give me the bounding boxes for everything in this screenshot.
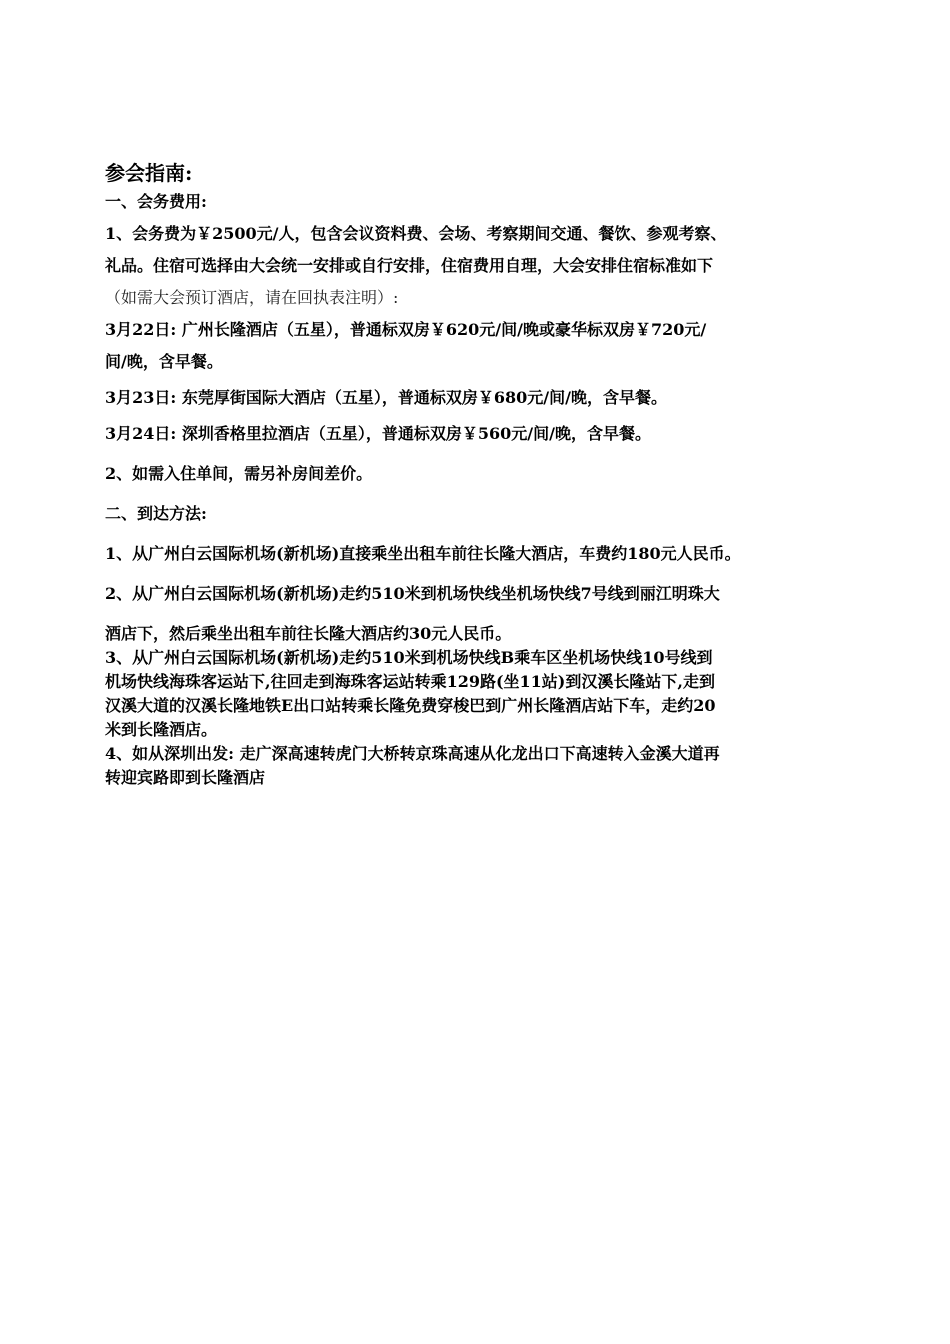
arrival-line-4b: 转迎宾路即到长隆酒店 — [105, 768, 266, 787]
fees-line-mar23: 3月23日: 东莞厚街国际大酒店（五星），普通标双房￥680元/间/晚，含早餐。 — [105, 388, 667, 407]
arrival-line-3c: 汉溪大道的汉溪长隆地铁E出口站转乘长隆免费穿梭巴到广州长隆酒店站下车，走约20 — [105, 696, 716, 715]
arrival-line-1: 1、从广州白云国际机场(新机场)直接乘坐出租车前往长隆大酒店，车费约180元人民币。 — [105, 544, 741, 563]
arrival-line-3a: 3、从广州白云国际机场(新机场)走约510米到机场快线B乘车区坐机场快线10号线到 — [105, 648, 713, 667]
fees-line-mar24: 3月24日: 深圳香格里拉酒店（五星），普通标双房￥560元/间/晚，含早餐。 — [105, 424, 651, 443]
section-heading-arrival: 二、到达方法: — [105, 504, 207, 523]
arrival-line-2a: 2、从广州白云国际机场(新机场)走约510米到机场快线坐机场快线7号线到丽江明珠大 — [105, 584, 720, 603]
fees-line-mar22-a: 3月22日: 广州长隆酒店（五星），普通标双房￥620元/间/晚或豪华标双房￥720元/ — [105, 320, 707, 339]
arrival-line-3d: 米到长隆酒店。 — [105, 720, 218, 739]
fees-line-single-room: 2、如需入住单间，需另补房间差价。 — [105, 464, 373, 483]
arrival-line-2b: 酒店下，然后乘坐出租车前往长隆大酒店约30元人民币。 — [105, 624, 512, 643]
document-page — [105, 158, 850, 788]
arrival-line-4a: 4、如从深圳出发: 走广深高速转虎门大桥转京珠高速从化龙出口下高速转入金溪大道再 — [105, 744, 720, 763]
fees-line-3: （如需大会预订酒店，请在回执表注明）: — [105, 288, 399, 307]
page-title: 参会指南: — [105, 161, 193, 185]
fees-line-2: 礼品。住宿可选择由大会统一安排或自行安排，住宿费用自理，大会安排住宿标准如下 — [105, 256, 714, 275]
section-heading-fees: 一、会务费用: — [105, 192, 207, 211]
fees-line-1: 1、会务费为￥2500元/人，包含会议资料费、会场、考察期间交通、餐饮、参观考察、 — [105, 224, 727, 243]
fees-line-mar22-b: 间/晚，含早餐。 — [105, 352, 223, 371]
arrival-line-3b: 机场快线海珠客运站下,往回走到海珠客运站转乘129路(坐11站)到汉溪长隆站下,走到 — [105, 672, 715, 691]
